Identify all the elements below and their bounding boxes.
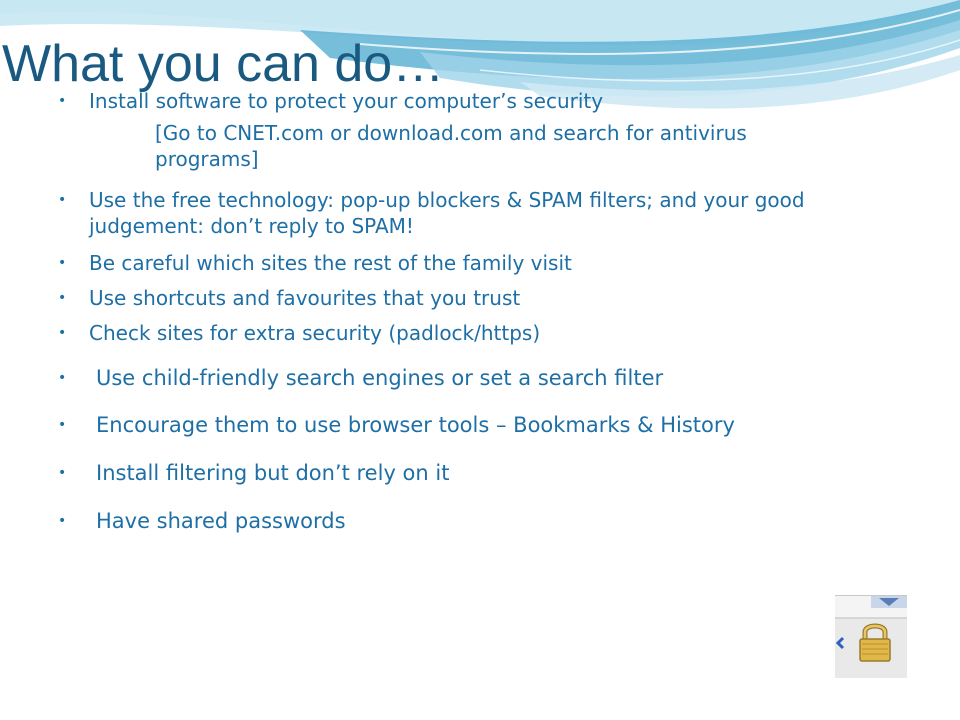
bullet-marker: • xyxy=(58,93,67,109)
bullet-marker: • xyxy=(58,513,67,529)
slide-title: What you can do… xyxy=(2,35,445,93)
bullet-text: Check sites for extra security (padlock/https) xyxy=(89,321,541,345)
bullet-marker: • xyxy=(58,465,67,481)
bullet-text: Install filtering but don’t rely on it xyxy=(96,461,450,485)
bullet-text: Be careful which sites the rest of the family visit xyxy=(89,251,572,275)
bullet-text: Use shortcuts and favourites that you trust xyxy=(89,286,521,310)
bullet-text: Install software to protect your computer’s security xyxy=(89,89,604,113)
bullet-marker: • xyxy=(58,192,67,208)
bullet-text: Have shared passwords xyxy=(96,509,346,533)
bullet-text: Encourage them to use browser tools – Bookmarks & History xyxy=(96,413,735,437)
bullet-text: Use child-friendly search engines or set a search filter xyxy=(96,366,664,390)
bullet-text: Use the free technology: pop-up blockers & SPAM filters; and your good judgement: don’t reply to SPAM! xyxy=(89,188,805,238)
bullet-marker: • xyxy=(58,325,67,341)
bullet-marker: • xyxy=(58,417,67,433)
sub-note: [Go to CNET.com or download.com and search for antivirus programs] xyxy=(155,121,747,171)
bullet-marker: • xyxy=(58,290,67,306)
bullet-marker: • xyxy=(58,370,67,386)
bullet-marker: • xyxy=(58,255,67,271)
